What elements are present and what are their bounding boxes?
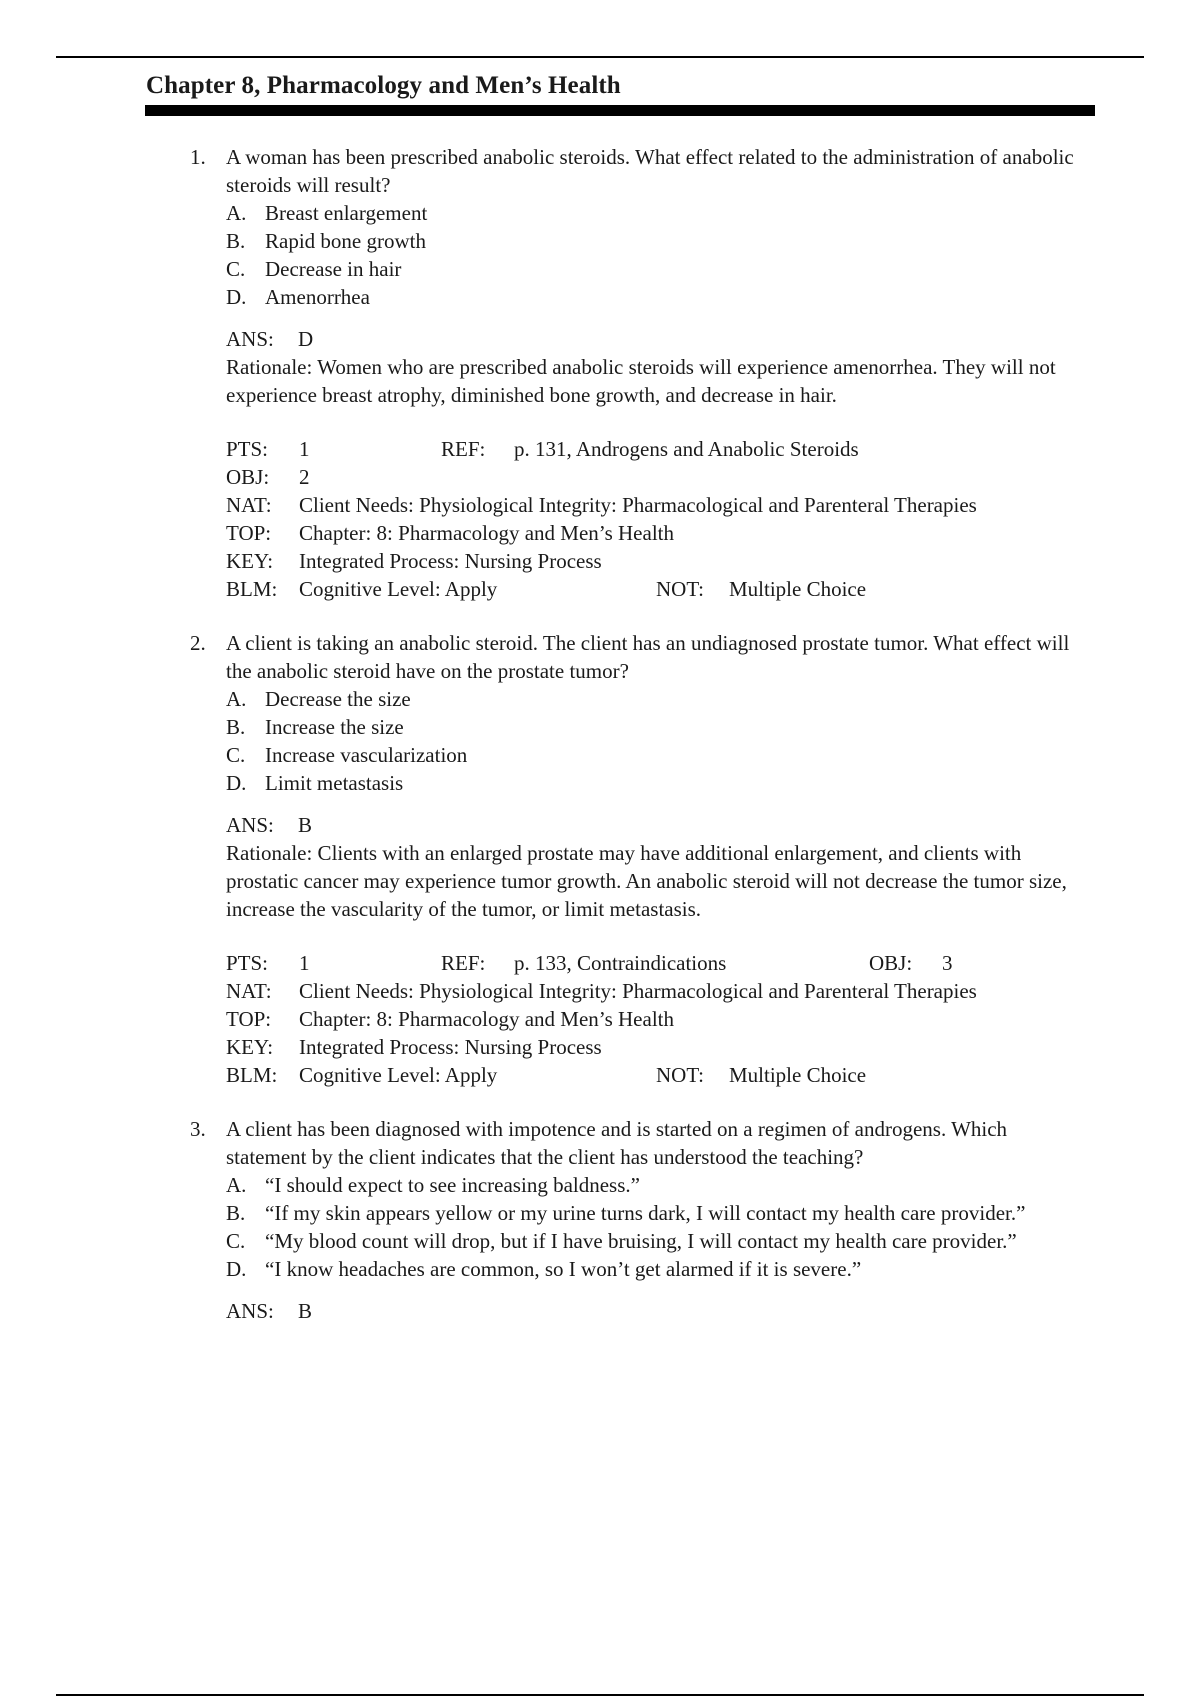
- ref-label: REF:: [441, 951, 486, 975]
- question-stem: A woman has been prescribed anabolic steroids. What effect related to the administration of anabolic steroids will result?: [226, 145, 1074, 197]
- not-value: Multiple Choice: [729, 1063, 867, 1087]
- question-metadata: [226, 435, 1090, 603]
- question-number: 2.: [190, 631, 206, 655]
- option-text: “My blood count will drop, but if I have bruising, I will contact my health care provider.”: [265, 1229, 1017, 1253]
- option-letter: A.: [226, 687, 247, 711]
- key-value: Integrated Process: Nursing Process: [299, 1035, 602, 1059]
- option-text: “If my skin appears yellow or my urine turns dark, I will contact my health care provider.”: [265, 1201, 1026, 1225]
- obj-label: OBJ:: [226, 465, 270, 489]
- answer-line: [226, 811, 1090, 839]
- rationale: Rationale: Women who are prescribed anabolic steroids will experience amenorrhea. They will not experience breast atrophy, diminished bone growth, and decrease in hair.: [226, 355, 1056, 407]
- question-number: 3.: [190, 1117, 206, 1141]
- top-rule: [56, 56, 1144, 58]
- blm-label: BLM:: [226, 1063, 278, 1087]
- answer-value: B: [298, 1299, 313, 1323]
- option-text: Rapid bone growth: [265, 229, 426, 253]
- key-value: Integrated Process: Nursing Process: [299, 549, 602, 573]
- obj-value: 3: [942, 951, 953, 975]
- ref-value: p. 133, Contraindications: [514, 951, 727, 975]
- not-label: NOT:: [656, 577, 704, 601]
- option-text: “I know headaches are common, so I won’t get alarmed if it is severe.”: [265, 1257, 862, 1281]
- nat-label: NAT:: [226, 979, 272, 1003]
- option-letter: A.: [226, 201, 247, 225]
- option-text: Limit metastasis: [265, 771, 404, 795]
- question-2: [190, 629, 1090, 1089]
- option-c: [226, 255, 1090, 283]
- option-text: Increase the size: [265, 715, 404, 739]
- question-list: [190, 143, 1090, 1325]
- question-number: 1.: [190, 145, 206, 169]
- not-label: NOT:: [656, 1063, 704, 1087]
- option-letter: B.: [226, 715, 246, 739]
- obj-label: OBJ:: [869, 951, 913, 975]
- top-value: Chapter: 8: Pharmacology and Men’s Health: [299, 1007, 674, 1031]
- option-text: Decrease the size: [265, 687, 411, 711]
- option-text: “I should expect to see increasing baldness.”: [265, 1173, 640, 1197]
- option-a: [226, 685, 1090, 713]
- nat-value: Client Needs: Physiological Integrity: Pharmacological and Parenteral Therapies: [299, 493, 977, 517]
- question-3: [190, 1115, 1090, 1325]
- not-value: Multiple Choice: [729, 577, 867, 601]
- option-b: [226, 713, 1090, 741]
- option-letter: B.: [226, 1201, 246, 1225]
- question-1: [190, 143, 1090, 603]
- title-underline-bar: [145, 105, 1095, 116]
- answer-options: [226, 1171, 1090, 1283]
- top-value: Chapter: 8: Pharmacology and Men’s Health: [299, 521, 674, 545]
- blm-value: Cognitive Level: Apply: [299, 1063, 498, 1087]
- pts-label: PTS:: [226, 951, 269, 975]
- answer-label: ANS:: [226, 813, 274, 837]
- key-label: KEY:: [226, 1035, 274, 1059]
- option-text: Breast enlargement: [265, 201, 428, 225]
- answer-label: ANS:: [226, 327, 274, 351]
- blm-label: BLM:: [226, 577, 278, 601]
- option-d: [226, 1255, 1090, 1283]
- pts-label: PTS:: [226, 437, 269, 461]
- option-letter: D.: [226, 1257, 247, 1281]
- option-text: Decrease in hair: [265, 257, 402, 281]
- answer-value: B: [298, 813, 313, 837]
- answer-label: ANS:: [226, 1299, 274, 1323]
- answer-options: [226, 685, 1090, 797]
- bottom-rule: [56, 1694, 1144, 1696]
- option-b: [226, 1199, 1090, 1227]
- pts-value: 1: [299, 437, 310, 461]
- obj-value: 2: [299, 465, 310, 489]
- option-letter: C.: [226, 257, 246, 281]
- option-letter: D.: [226, 285, 247, 309]
- answer-line: [226, 1297, 1090, 1325]
- option-c: [226, 1227, 1090, 1255]
- ref-value: p. 131, Androgens and Anabolic Steroids: [514, 437, 859, 461]
- option-c: [226, 741, 1090, 769]
- option-a: [226, 199, 1090, 227]
- question-stem: A client is taking an anabolic steroid. The client has an undiagnosed prostate tumor. What effect will the anabolic steroid have on the prostate tumor?: [226, 631, 1070, 683]
- question-metadata: [226, 949, 1090, 1089]
- option-letter: C.: [226, 1229, 246, 1253]
- option-text: Increase vascularization: [265, 743, 468, 767]
- option-d: [226, 283, 1090, 311]
- pts-value: 1: [299, 951, 310, 975]
- option-a: [226, 1171, 1090, 1199]
- question-stem: A client has been diagnosed with impotence and is started on a regimen of androgens. Which statement by the client indicates that the client has understood the teaching?: [226, 1117, 1008, 1169]
- ref-label: REF:: [441, 437, 486, 461]
- answer-line: [226, 325, 1090, 353]
- option-letter: D.: [226, 771, 247, 795]
- answer-value: D: [298, 327, 314, 351]
- blm-value: Cognitive Level: Apply: [299, 577, 498, 601]
- chapter-title: Chapter 8, Pharmacology and Men’s Health: [146, 72, 621, 99]
- nat-label: NAT:: [226, 493, 272, 517]
- option-letter: C.: [226, 743, 246, 767]
- option-letter: A.: [226, 1173, 247, 1197]
- option-letter: B.: [226, 229, 246, 253]
- nat-value: Client Needs: Physiological Integrity: Pharmacological and Parenteral Therapies: [299, 979, 977, 1003]
- answer-options: [226, 199, 1090, 311]
- option-b: [226, 227, 1090, 255]
- option-d: [226, 769, 1090, 797]
- option-text: Amenorrhea: [265, 285, 370, 309]
- top-label: TOP:: [226, 1007, 272, 1031]
- key-label: KEY:: [226, 549, 274, 573]
- rationale: Rationale: Clients with an enlarged prostate may have additional enlargement, and clients with prostatic cancer may experience tumor growth. An anabolic steroid will not decrease the tumor size, increase the vascularity of the tumor, or limit metastasis.: [226, 841, 1067, 921]
- top-label: TOP:: [226, 521, 272, 545]
